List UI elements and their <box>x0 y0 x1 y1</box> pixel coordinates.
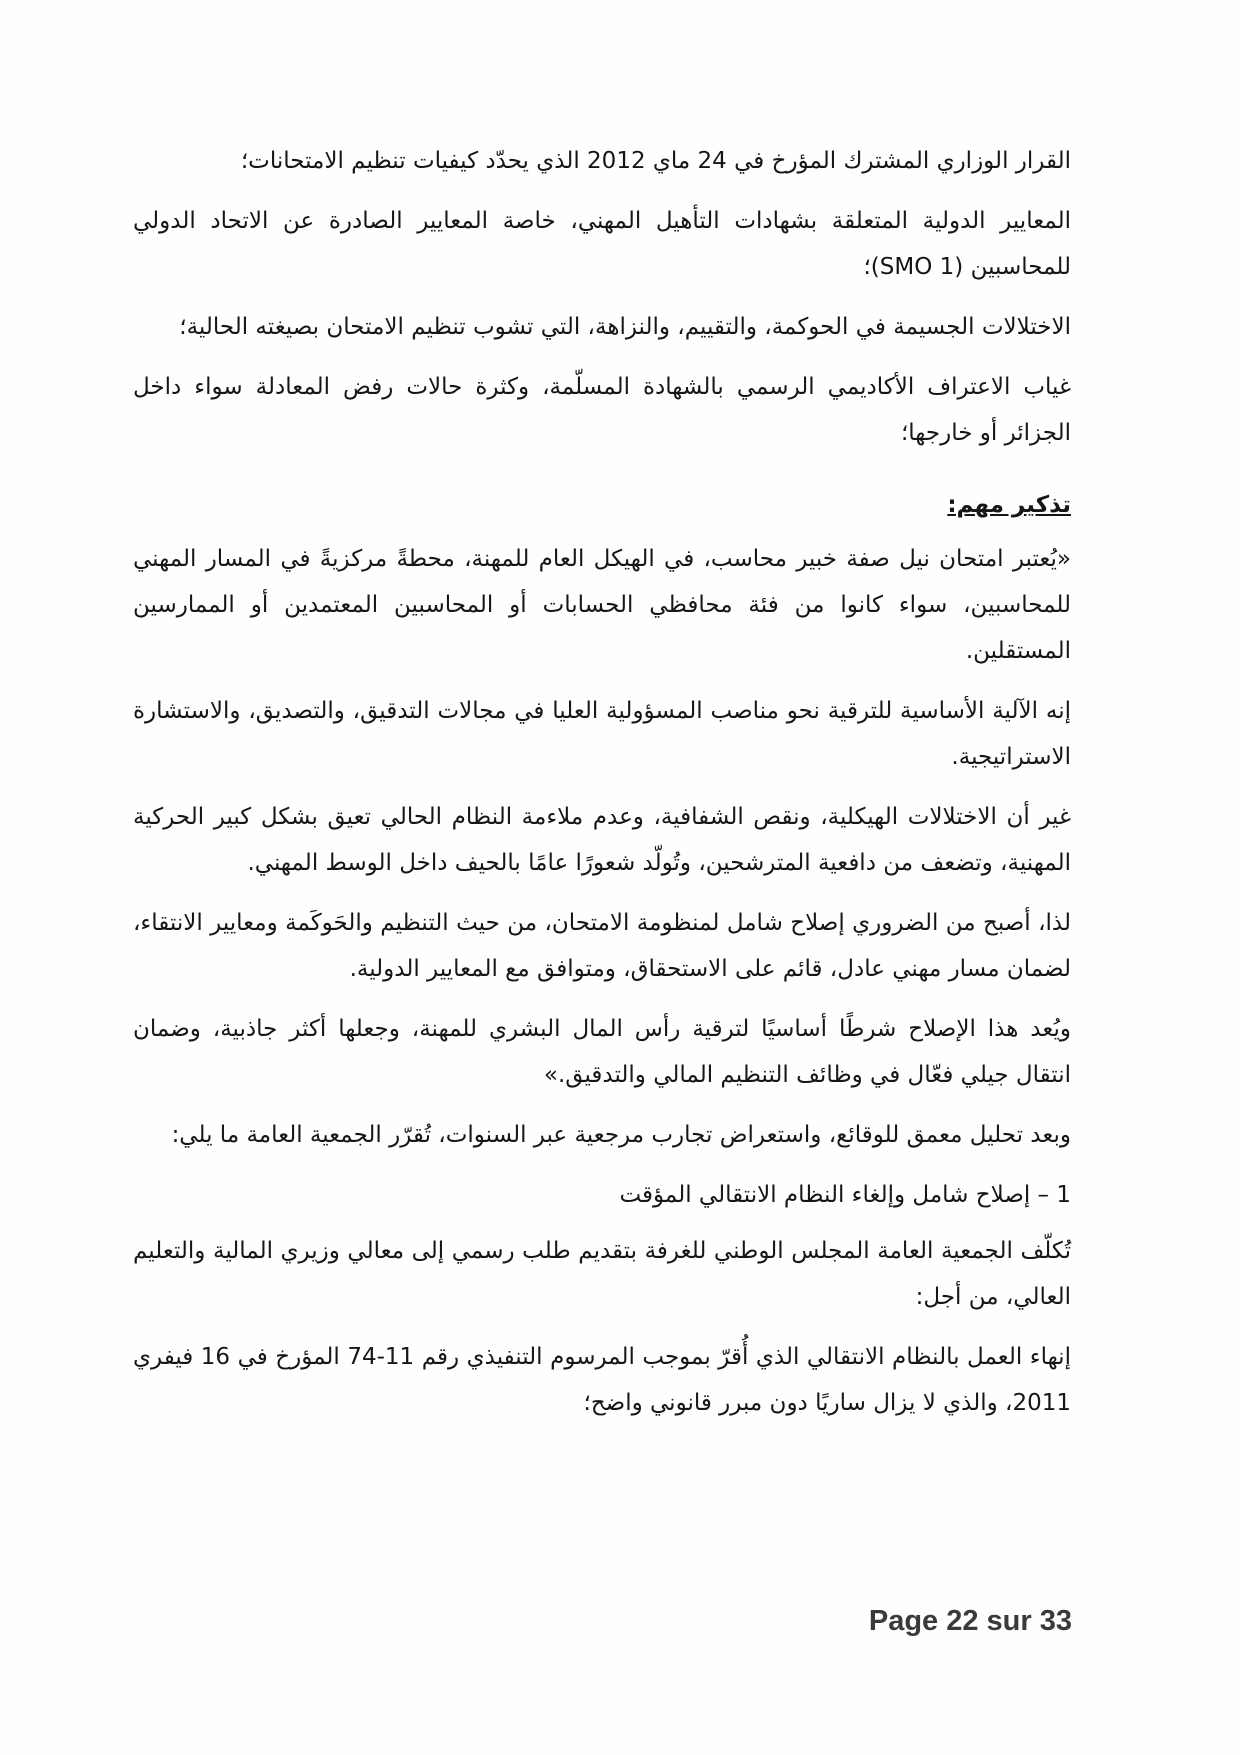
paragraph-international-standards: المعايير الدولية المتعلقة بشهادات التأهيل المهني، خاصة المعايير الصادرة عن الاتحاد الدولي للمحاسبين (SMO 1)؛ <box>133 208 1071 280</box>
paragraph-reminder-3: غير أن الاختلالات الهيكلية، ونقص الشفافية، وعدم ملاءمة النظام الحالي تعيق بشكل كبير الحركية المهنية، وتضعف من دافعية المترشحين، وتُولّد شعورًا عامًا بالحيف داخل الوسط المهني. <box>133 804 1071 876</box>
paragraph-reminder-5: ويُعد هذا الإصلاح شرطًا أساسيًا لترقية رأس المال البشري للمهنة، وجعلها أكثر جاذبية، وضمان انتقال جيلي فعّال في وظائف التنظيم المالي والتدقيق.» <box>133 1016 1071 1088</box>
paragraph-end-transitional: إنهاء العمل بالنظام الانتقالي الذي أُقرّ بموجب المرسوم التنفيذي رقم 11-74 المؤرخ في 16 فيفري 2011، والذي لا يزال ساريًا دون مبرر قانوني واضح؛ <box>133 1344 1071 1416</box>
paragraph-reminder-4: لذا، أصبح من الضروري إصلاح شامل لمنظومة الامتحان، من حيث التنظيم والحَوكَمة ومعايير الانتقاء، لضمان مسار مهني عادل، قائم على الاستحقاق، ومتوافق مع المعايير الدولية. <box>133 910 1071 982</box>
item-title-reform: 1 – إصلاح شامل وإلغاء النظام الانتقالي المؤقت <box>619 1182 1071 1208</box>
page-number: Page 22 sur 33 <box>868 1605 1072 1637</box>
paragraph-assembly-decision: وبعد تحليل معمق للوقائع، واستعراض تجارب مرجعية عبر السنوات، تُقرّر الجمعية العامة ما يلي: <box>171 1122 1071 1148</box>
paragraph-reminder-2: إنه الآلية الأساسية للترقية نحو مناصب المسؤولية العليا في مجالات التدقيق، والتصديق، والاستشارة الاستراتيجية. <box>133 698 1071 770</box>
document-body <box>133 138 1071 1440</box>
paragraph-mandate: تُكلّف الجمعية العامة المجلس الوطني للغرفة بتقديم طلب رسمي إلى معالي وزيري المالية والتعليم العالي، من أجل: <box>133 1238 1071 1310</box>
paragraph-academic-recognition: غياب الاعتراف الأكاديمي الرسمي بالشهادة المسلّمة، وكثرة حالات رفض المعادلة سواء داخل الجزائر أو خارجها؛ <box>133 374 1071 446</box>
paragraph-reminder-1: «يُعتبر امتحان نيل صفة خبير محاسب، في الهيكل العام للمهنة، محطةً مركزيةً في المسار المهني للمحاسبين، سواء كانوا من فئة محافظي الحسابات أو المحاسبين المعتمدين أو الممارسين المستقلين. <box>133 546 1071 664</box>
section-heading-reminder: تذكير مهم: <box>947 492 1071 518</box>
paragraph-decision-2012: القرار الوزاري المشترك المؤرخ في 24 ماي 2012 الذي يحدّد كيفيات تنظيم الامتحانات؛ <box>240 148 1071 174</box>
paragraph-governance-issues: الاختلالات الجسيمة في الحوكمة، والتقييم، والنزاهة، التي تشوب تنظيم الامتحان بصيغته الحالية؛ <box>179 314 1071 340</box>
